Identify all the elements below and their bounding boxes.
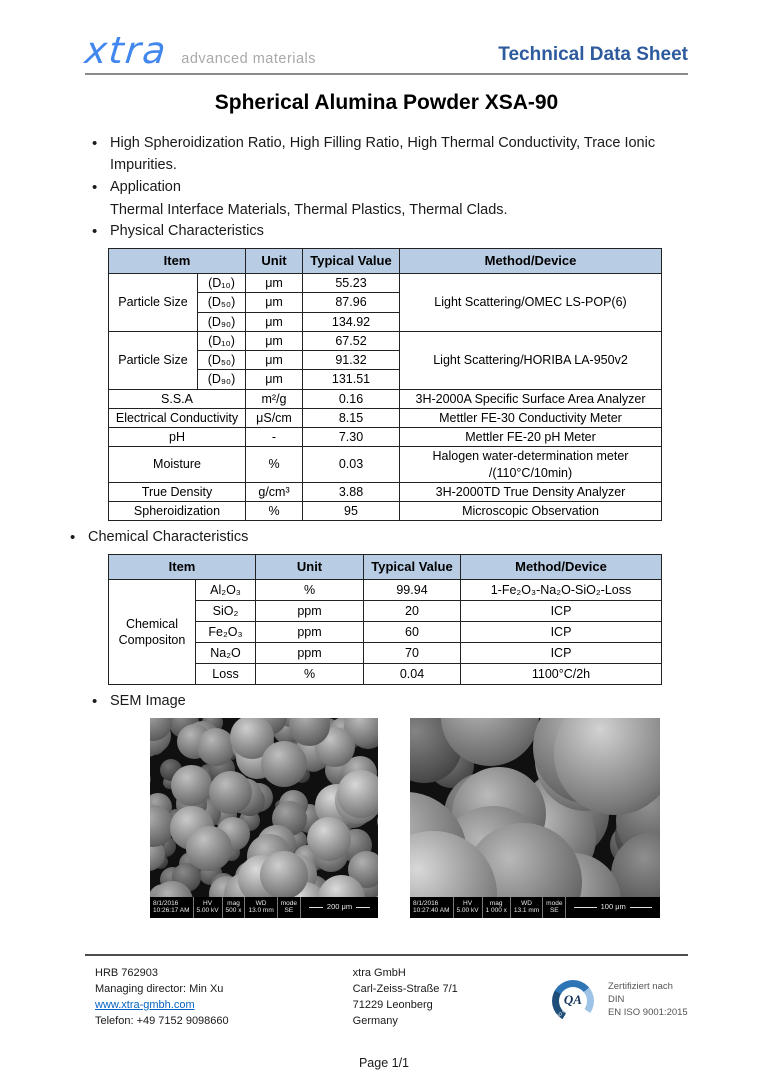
chemical-section-bullet — [90, 527, 698, 550]
value-cell: 55.23 — [303, 274, 400, 293]
chemical-section-label: Chemical Characteristics — [88, 529, 249, 546]
footer-address-line: 71229 Leonberg — [352, 998, 433, 1011]
value-cell: 3.88 — [303, 482, 400, 501]
sem-datetime-text: 8/1/2016 — [153, 899, 179, 907]
footer-line: Telefon: +49 7152 9098660 — [95, 1014, 229, 1027]
item-cell: S.S.A — [109, 389, 246, 408]
footer-address-line: Carl-Zeiss-Straße 7/1 — [352, 982, 458, 995]
sem-datetime-text: 8/1/2016 — [413, 899, 439, 907]
value-cell: 0.04 — [364, 664, 461, 685]
compound-cell: SiO₂ — [196, 601, 256, 622]
scale-line — [574, 907, 596, 908]
bullet-list — [90, 133, 698, 244]
badge-ring-text: ISO 9001 — [554, 1003, 572, 1020]
item-cell: pH — [109, 428, 246, 447]
alumina-sphere — [307, 817, 351, 861]
table-row — [109, 408, 662, 427]
subitem-cell: (D₉₀) — [198, 312, 246, 331]
column-header-value: Typical Value — [303, 249, 400, 274]
table-row — [109, 482, 662, 501]
page-footer — [95, 966, 688, 1030]
footer-contact-block — [95, 966, 353, 1030]
sem-hv — [194, 897, 223, 918]
item-cell: Spheroidization — [109, 502, 246, 521]
sem-mode — [278, 897, 301, 918]
alumina-sphere — [377, 812, 378, 830]
unit-cell: % — [256, 580, 364, 601]
sem-wd-text: WD — [255, 899, 267, 907]
subitem-cell: (D₉₀) — [198, 370, 246, 389]
scale-line — [630, 907, 652, 908]
unit-cell: μm — [246, 351, 303, 370]
method-cell: 3H-2000TD True Density Analyzer — [400, 482, 662, 501]
compound-cell: Loss — [196, 664, 256, 685]
column-header-item: Item — [109, 249, 246, 274]
sem-scale-bar — [301, 897, 378, 918]
table-row — [109, 428, 662, 447]
sem-mag — [223, 897, 246, 918]
website-link[interactable]: www.xtra-gmbh.com — [95, 998, 195, 1011]
sem-datetime — [410, 897, 454, 918]
unit-cell: % — [256, 664, 364, 685]
footer-address-line: xtra GmbH — [352, 966, 406, 979]
item-cell: Moisture — [109, 447, 246, 483]
unit-cell: μm — [246, 312, 303, 331]
scale-line — [356, 907, 370, 908]
item-cell: Particle Size — [109, 331, 198, 389]
bullet-dot — [90, 133, 110, 177]
physical-section-label: Physical Characteristics — [110, 223, 264, 240]
sem-datetime-text: 10:27:40 AM — [413, 907, 450, 915]
unit-cell: μm — [246, 274, 303, 293]
iso-certification-badge-icon — [552, 980, 594, 1022]
sem-image — [150, 718, 378, 918]
value-cell: 67.52 — [303, 331, 400, 350]
certification-block — [552, 972, 688, 1030]
value-cell: 70 — [364, 643, 461, 664]
unit-cell: % — [246, 447, 303, 483]
sem-hv-text: 5.00 kV — [456, 907, 479, 915]
sem-mag-text: 500 x — [225, 907, 242, 915]
scale-line — [309, 907, 323, 908]
alumina-sphere — [337, 770, 378, 818]
table-row — [109, 274, 662, 293]
column-header-method: Method/Device — [461, 555, 662, 580]
bullet-dot — [90, 221, 110, 244]
footer-line: Managing director: Min Xu — [95, 982, 224, 995]
alumina-sphere — [260, 851, 308, 897]
subitem-cell: (D₅₀) — [198, 351, 246, 370]
sem-mode-text: mode — [280, 899, 298, 907]
physical-section-bullet — [90, 221, 698, 244]
company-logo — [82, 29, 317, 72]
certification-line2: EN ISO 9001:2015 — [607, 1007, 688, 1019]
subitem-cell: (D₅₀) — [198, 293, 246, 312]
unit-cell: g/cm³ — [246, 482, 303, 501]
sem-section-bullet — [90, 691, 698, 714]
value-cell: 87.96 — [303, 293, 400, 312]
unit-cell: m²/g — [246, 389, 303, 408]
sem-images-row — [150, 718, 768, 918]
value-cell: 7.30 — [303, 428, 400, 447]
sem-section — [90, 691, 698, 714]
table-row — [109, 502, 662, 521]
sem-wd-text: WD — [521, 899, 532, 907]
sem-micrograph — [150, 718, 378, 897]
sem-wd — [245, 897, 277, 918]
physical-characteristics-table — [108, 248, 662, 521]
value-cell: 0.16 — [303, 389, 400, 408]
table-row — [109, 580, 662, 601]
sem-datetime-text: 10:26:17 AM — [153, 907, 190, 915]
sem-mag-text: mag — [489, 899, 503, 907]
table-header-row — [109, 249, 662, 274]
method-cell: ICP — [461, 601, 662, 622]
footer-line: HRB 762903 — [95, 966, 158, 979]
alumina-sphere — [171, 765, 212, 806]
unit-cell: - — [246, 428, 303, 447]
sem-mode-text: SE — [549, 907, 559, 915]
value-cell: 134.92 — [303, 312, 400, 331]
sem-hv-text: HV — [203, 899, 213, 907]
chemical-characteristics-table — [108, 554, 662, 685]
method-cell: Light Scattering/OMEC LS-POP(6) — [400, 274, 662, 332]
doc-type-label: Technical Data Sheet — [498, 44, 688, 66]
bullet-dot — [90, 177, 110, 200]
sem-scale-bar — [566, 897, 660, 918]
footer-line — [95, 998, 353, 1014]
logo-wordmark: xtra — [82, 29, 170, 72]
sem-info-bar — [150, 897, 378, 918]
column-header-item: Item — [109, 555, 256, 580]
sem-wd — [511, 897, 543, 918]
sem-hv-text: 5.00 kV — [196, 907, 219, 915]
alumina-sphere — [186, 826, 232, 872]
column-header-unit: Unit — [246, 249, 303, 274]
feature-bullet — [90, 133, 698, 177]
application-bullet — [90, 177, 698, 200]
page-title: Spherical Alumina Powder XSA-90 — [214, 91, 559, 115]
physical-table-body — [109, 274, 662, 521]
item-cell: Particle Size — [109, 274, 198, 332]
method-cell: 1100°C/2h — [461, 664, 662, 685]
subitem-cell: (D₁₀) — [198, 331, 246, 350]
value-cell: 0.03 — [303, 447, 400, 483]
value-cell: 8.15 — [303, 408, 400, 427]
item-cell: Electrical Conductivity — [109, 408, 246, 427]
header-divider — [85, 73, 688, 75]
chemical-section — [90, 527, 698, 550]
badge-qa-label: QA — [559, 987, 587, 1015]
feature-text: High Spheroidization Ratio, High Filling Ratio, High Thermal Conductivity, Trace Ionic Impurities. — [110, 135, 656, 174]
method-cell: Mettler FE-30 Conductivity Meter — [400, 408, 662, 427]
sem-hv — [454, 897, 483, 918]
column-header-unit: Unit — [256, 555, 364, 580]
column-header-value: Typical Value — [364, 555, 461, 580]
sem-datetime — [150, 897, 194, 918]
unit-cell: μS/cm — [246, 408, 303, 427]
unit-cell: ppm — [256, 643, 364, 664]
compound-cell: Al₂O₃ — [196, 580, 256, 601]
sem-mode-text: mode — [546, 899, 563, 907]
logo-tagline: advanced materials — [181, 51, 317, 67]
sem-micrograph — [410, 718, 660, 897]
bullet-dot — [90, 691, 110, 714]
scale-label: 100 μm — [600, 901, 626, 911]
method-cell: Mettler FE-20 pH Meter — [400, 428, 662, 447]
sem-wd-text: 13.1 mm — [513, 907, 540, 915]
sem-hv-text: HV — [463, 899, 473, 907]
application-label: Application — [110, 178, 181, 195]
sem-mode — [543, 897, 566, 918]
sem-mag — [483, 897, 511, 918]
unit-cell: % — [246, 502, 303, 521]
chemical-table-body — [109, 580, 662, 685]
value-cell: 99.94 — [364, 580, 461, 601]
sem-mag-text: 1 000 x — [485, 907, 507, 915]
footer-address-block — [353, 966, 552, 1030]
unit-cell: ppm — [256, 622, 364, 643]
sem-mode-text: SE — [284, 907, 294, 915]
unit-cell: μm — [246, 293, 303, 312]
value-cell: 131.51 — [303, 370, 400, 389]
subitem-cell: (D₁₀) — [198, 274, 246, 293]
page-header — [82, 29, 688, 73]
unit-cell: μm — [246, 331, 303, 350]
table-row — [109, 389, 662, 408]
method-cell: ICP — [461, 643, 662, 664]
page-number: Page 1/1 — [358, 1055, 410, 1070]
alumina-sphere — [209, 771, 252, 814]
sem-mag-text: mag — [227, 899, 240, 907]
sem-section-label: SEM Image — [110, 693, 186, 710]
compound-cell: Fe₂O₃ — [196, 622, 256, 643]
footer-divider — [85, 954, 688, 956]
sem-wd-text: 13.0 mm — [248, 907, 274, 915]
scale-label: 200 μm — [326, 901, 353, 911]
method-cell: Microscopic Observation — [400, 502, 662, 521]
application-text: Thermal Interface Materials, Thermal Plastics, Thermal Clads. — [110, 201, 508, 218]
item-cell: Chemical Compositon — [109, 580, 196, 685]
table-header-row — [109, 555, 662, 580]
method-cell: 3H-2000A Specific Surface Area Analyzer — [400, 389, 662, 408]
unit-cell: ppm — [256, 601, 364, 622]
table-row — [109, 331, 662, 350]
value-cell: 95 — [303, 502, 400, 521]
value-cell: 60 — [364, 622, 461, 643]
certification-line1: Zertifiziert nach DIN — [607, 981, 673, 1006]
table-row — [109, 447, 662, 483]
method-cell: 1-Fe₂O₃-Na₂O-SiO₂-Loss — [461, 580, 662, 601]
value-cell: 91.32 — [303, 351, 400, 370]
unit-cell: μm — [246, 370, 303, 389]
column-header-method: Method/Device — [400, 249, 662, 274]
compound-cell: Na₂O — [196, 643, 256, 664]
bullet-dot — [68, 527, 88, 550]
method-cell: Light Scattering/HORIBA LA-950v2 — [400, 331, 662, 389]
item-cell: True Density — [109, 482, 246, 501]
certification-text — [608, 981, 688, 1019]
value-cell: 20 — [364, 601, 461, 622]
method-cell: ICP — [461, 622, 662, 643]
alumina-sphere — [150, 772, 151, 786]
method-cell: Halogen water-determination meter /(110°C/10min) — [400, 447, 662, 483]
footer-address-line: Germany — [352, 1014, 398, 1027]
sem-info-bar — [410, 897, 660, 918]
sem-image — [410, 718, 660, 918]
